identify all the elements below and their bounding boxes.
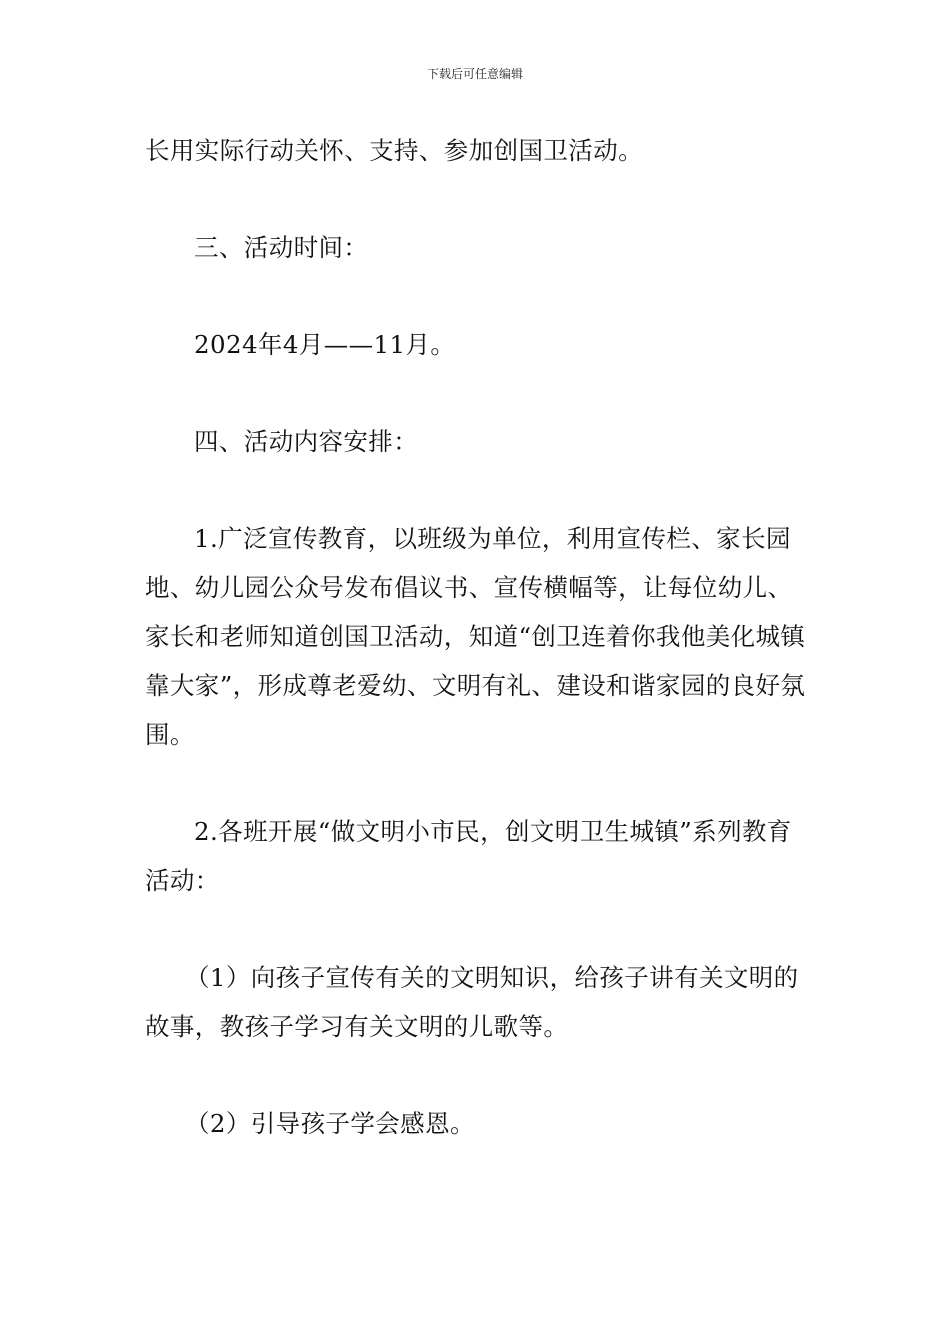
- paragraph-item-2: 2.各班开展“做文明小市民，创文明卫生城镇”系列教育活动：: [145, 817, 792, 895]
- section-heading-activity-time: 三、活动时间：: [194, 233, 369, 262]
- header-note: 下载后可任意编辑: [426, 67, 523, 81]
- section-heading-activity-content: 四、活动内容安排：: [194, 427, 419, 456]
- paragraph-subitem-1: （1）向孩子宣传有关的文明知识，给孩子讲有关文明的故事，教孩子学习有关文明的儿歌等。: [145, 963, 799, 1041]
- document-body: [145, 126, 810, 1148]
- paragraph-activity-dates: 2024年4月——11月。: [194, 330, 456, 359]
- paragraph-continuation: 长用实际行动关怀、支持、参加创国卫活动。: [145, 136, 643, 165]
- paragraph-subitem-2: （2）引导孩子学会感恩。: [185, 1109, 475, 1138]
- paragraph-item-1: 1.广泛宣传教育，以班级为单位，利用宣传栏、家长园地、幼儿园公众号发布倡议书、宣传横幅等，让每位幼儿、家长和老师知道创国卫活动，知道“创卫连着你我他美化城镇靠大家”，形成尊老爱幼、文明有礼、建设和谐家园的良好氛围。: [145, 524, 806, 749]
